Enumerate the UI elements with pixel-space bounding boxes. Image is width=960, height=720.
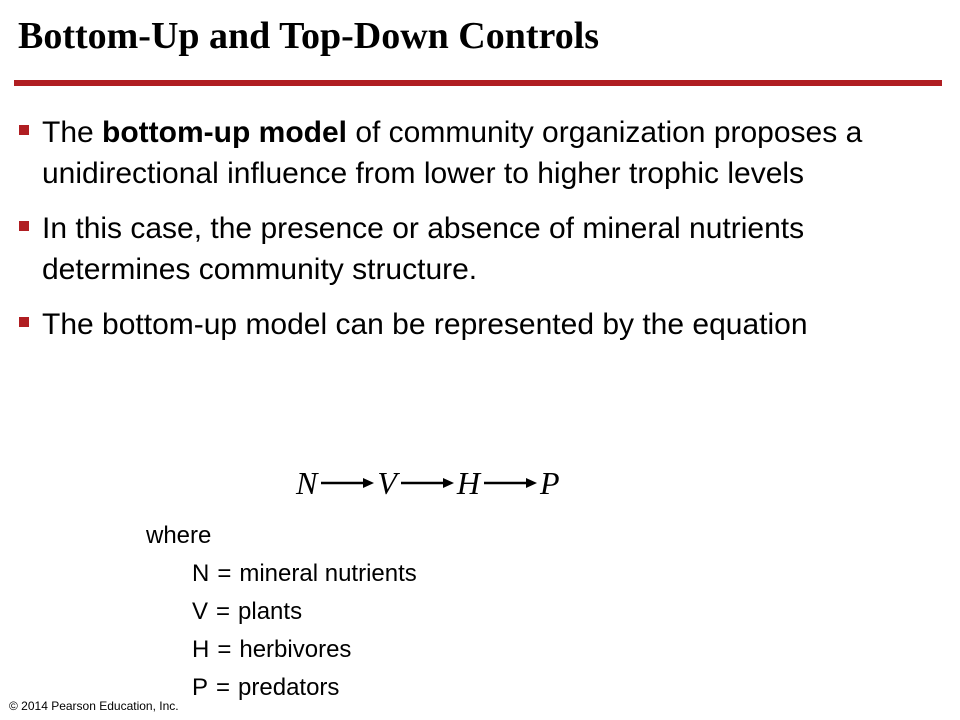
equals-sign: =	[217, 636, 232, 663]
title-underline	[14, 80, 942, 86]
where-label: where	[146, 522, 212, 549]
bullet-item	[0, 112, 892, 194]
right-arrow-icon	[319, 476, 375, 490]
legend-item	[146, 555, 417, 593]
equation-term: V	[377, 464, 397, 501]
bullet-item	[0, 304, 892, 345]
legend-symbol: H	[192, 636, 210, 663]
equals-sign: =	[216, 598, 231, 625]
right-arrow-icon	[482, 476, 538, 490]
legend-meaning: predators	[238, 674, 340, 701]
equation-term: N	[296, 464, 318, 501]
bullet-text: The bottom-up model of community organization proposes a unidirectional influence from lower to higher trophic levels	[42, 116, 863, 190]
equals-sign: =	[216, 674, 231, 701]
legend-symbol: V	[192, 598, 209, 625]
equation-term: H	[456, 464, 480, 501]
square-bullet-icon	[19, 317, 29, 327]
legend-symbol: N	[192, 560, 210, 587]
legend-symbol: P	[192, 674, 209, 701]
slide-title: Bottom-Up and Top-Down Controls	[18, 15, 600, 57]
equals-sign: =	[217, 560, 232, 587]
right-arrow-icon	[399, 476, 455, 490]
legend-item	[146, 669, 417, 707]
bullet-text: In this case, the presence or absence of mineral nutrients determines community structure.	[42, 212, 805, 286]
symbol-legend	[146, 517, 417, 707]
square-bullet-icon	[19, 221, 29, 231]
trophic-equation	[296, 462, 560, 504]
copyright-notice: © 2014 Pearson Education, Inc.	[9, 699, 179, 713]
bullet-text: The bottom-up model can be represented by the equation	[42, 308, 808, 341]
square-bullet-icon	[19, 125, 29, 135]
legend-item	[146, 593, 417, 631]
bold-term: bottom-up model	[102, 116, 347, 149]
equation-term: P	[540, 464, 560, 501]
legend-meaning: mineral nutrients	[239, 560, 417, 587]
legend-meaning: herbivores	[239, 636, 352, 663]
legend-meaning: plants	[238, 598, 303, 625]
bullet-list	[0, 112, 960, 359]
bullet-item	[0, 208, 892, 290]
legend-item	[146, 631, 417, 669]
